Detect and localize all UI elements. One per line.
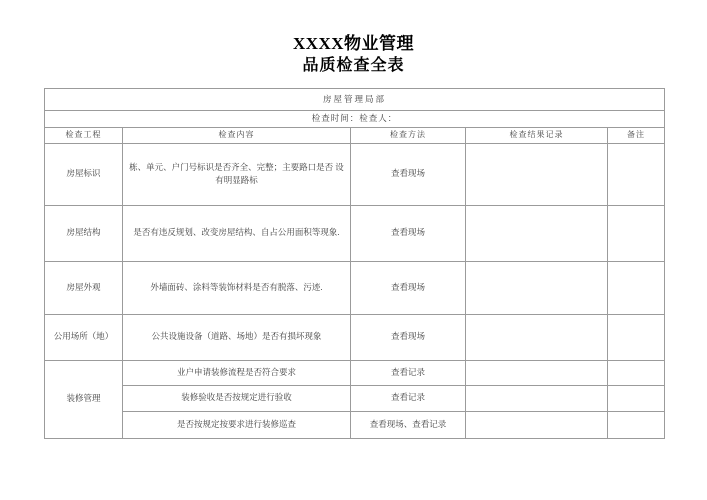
section-header-row — [45, 89, 665, 111]
table-row — [45, 261, 665, 314]
project-cell: 公用场所（地） — [45, 314, 123, 360]
title-line-1: XXXX物业管理 — [292, 34, 415, 53]
column-header-project: 检查工程 — [45, 127, 123, 143]
method-cell: 查看记录 — [351, 360, 466, 385]
note-cell — [608, 411, 665, 438]
project-cell: 房屋标识 — [45, 143, 123, 205]
content-cell: 装修验收是否按规定进行验收 — [123, 385, 351, 411]
project-cell: 房屋外观 — [45, 261, 123, 314]
note-cell — [608, 143, 665, 205]
content-cell: 业户申请装修流程是否符合要求 — [123, 360, 351, 385]
result-cell — [466, 261, 608, 314]
project-cell: 装修管理 — [45, 360, 123, 438]
note-cell — [608, 385, 665, 411]
column-header-result: 检查结果记录 — [466, 127, 608, 143]
method-cell: 查看现场 — [351, 261, 466, 314]
document-title — [0, 33, 707, 76]
result-cell — [466, 205, 608, 261]
note-cell — [608, 261, 665, 314]
section-header-cell: 房屋管理局部 — [45, 89, 665, 111]
title-line-2: 品质检查全表 — [302, 57, 405, 74]
method-cell: 查看现场 — [351, 205, 466, 261]
column-header-content: 检查内容 — [123, 127, 351, 143]
method-cell: 查看现场 — [351, 143, 466, 205]
table-row — [45, 143, 665, 205]
column-header-note: 备注 — [608, 127, 665, 143]
note-cell — [608, 360, 665, 385]
note-cell — [608, 314, 665, 360]
result-cell — [466, 143, 608, 205]
meta-cell: 检查时间：检查人： — [45, 111, 665, 128]
method-cell: 查看现场 — [351, 314, 466, 360]
method-cell: 查看记录 — [351, 385, 466, 411]
content-cell: 是否有违反规划、改变房屋结构、自占公用面积等现象. — [123, 205, 351, 261]
inspection-table — [44, 88, 665, 439]
table-row — [45, 314, 665, 360]
result-cell — [466, 314, 608, 360]
result-cell — [466, 385, 608, 411]
table-row — [45, 385, 665, 411]
meta-row — [45, 111, 665, 128]
content-cell: 栋、单元、户门号标识是否齐全、完整；主要路口是否 设有明显路标 — [123, 143, 351, 205]
table-row — [45, 360, 665, 385]
project-cell: 房屋结构 — [45, 205, 123, 261]
note-cell — [608, 205, 665, 261]
column-header-method: 检查方法 — [351, 127, 466, 143]
content-cell: 是否按规定按要求进行装修巡查 — [123, 411, 351, 438]
content-cell: 公共设施设备（道路、场地）是否有损坏现象 — [123, 314, 351, 360]
column-header-row — [45, 127, 665, 143]
result-cell — [466, 360, 608, 385]
method-cell: 查看现场、查看记录 — [351, 411, 466, 438]
table-row — [45, 411, 665, 438]
content-cell: 外墙面砖、涂料等装饰材料是否有脱落、污迹. — [123, 261, 351, 314]
result-cell — [466, 411, 608, 438]
table-row — [45, 205, 665, 261]
